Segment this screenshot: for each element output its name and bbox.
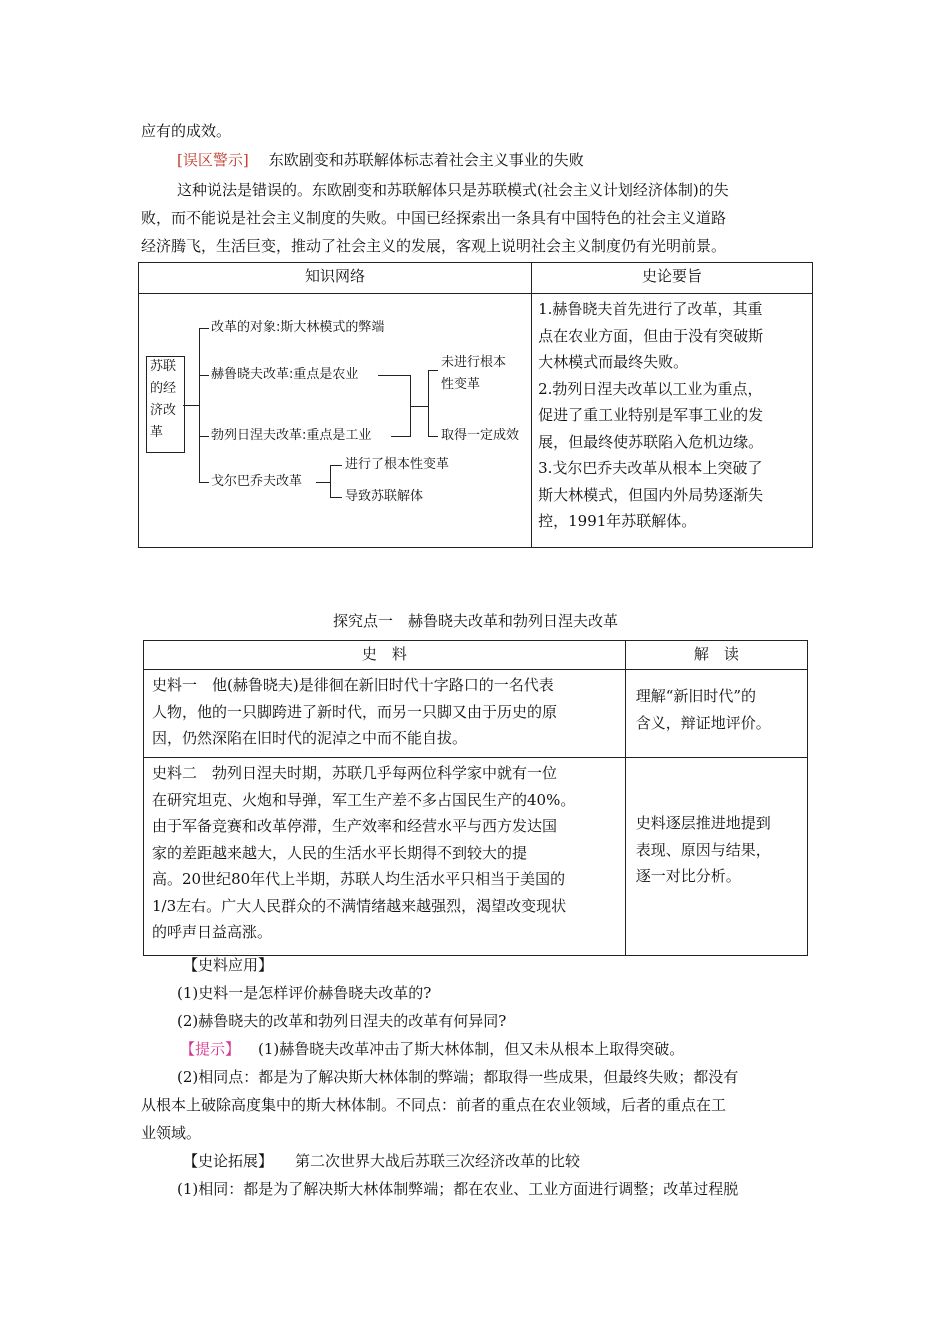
mindmap-root-label: 苏联	[150, 359, 177, 374]
answer-1: (1)赫鲁晓夫改革冲击了斯大林体制，但又未从根本上取得突破。	[258, 1040, 685, 1058]
summary-line: 促进了重工业特别是军事工业的发	[538, 406, 764, 424]
source-two-line: 史料二 勃列日涅夫时期，苏联几乎每两位科学家中就有一位	[152, 764, 558, 782]
question-2: (2)赫鲁晓夫的改革和勃列日涅夫的改革有何异同?	[177, 1012, 507, 1030]
summary-line: 大林模式而最终失败。	[538, 353, 689, 371]
source-one-line: 因，仍然深陷在旧时代的泥淖之中而不能自拔。	[152, 729, 468, 747]
summary-line: 控，1991年苏联解体。	[538, 512, 697, 530]
mindmap-leaf-no-fundamental: 未进行根本	[441, 355, 507, 370]
section-title: 探究点一 赫鲁晓夫改革和勃列日涅夫改革	[333, 612, 619, 630]
mindmap-connector	[330, 465, 331, 498]
mindmap-root-label: 济改	[150, 403, 177, 418]
source-two-line: 的呼声日益高涨。	[152, 923, 273, 941]
source-two-line: 1/3左右。广大人民群众的不满情绪越来越强烈，渴望改变现状	[152, 896, 567, 915]
knowledge-table	[138, 262, 813, 548]
mindmap-root-label: 革	[150, 425, 164, 440]
intro-paragraph-line: 经济腾飞，生活巨变，推动了社会主义的发展，客观上说明社会主义制度仍有光明前景。	[141, 237, 727, 255]
answer-2-line: (2)相同点：都是为了解决斯大林体制的弊端；都取得一些成果，但最终失败；都没有	[177, 1068, 739, 1086]
source-one-line: 人物，他的一只脚跨进了新时代，而另一只脚又由于历史的原	[152, 702, 558, 721]
source-one-line: 史料一 他(赫鲁晓夫)是徘徊在新旧时代十字路口的一名代表	[152, 676, 554, 694]
source-two-line: 家的差距越来越大，人民的生活水平长期得不到较大的提	[152, 843, 528, 862]
knowledge-table-header-right: 史论要旨	[532, 263, 813, 294]
source-one-interpretation	[625, 670, 807, 758]
mindmap-branch-brezhnev: 勃列日涅夫改革:重点是工业	[211, 428, 372, 443]
summary-line: 点在农业方面，但由于没有突破斯	[538, 326, 764, 345]
interpretation-line: 含义，辩证地评价。	[635, 713, 771, 732]
extension-line	[183, 1151, 580, 1171]
hint-line	[180, 1039, 684, 1059]
mindmap-connector	[378, 375, 410, 376]
intro-line-1: 应有的成效。	[141, 122, 232, 140]
mindmap-connector	[330, 497, 342, 498]
source-table	[143, 640, 808, 956]
extension-tag: 【史论拓展】	[183, 1152, 274, 1170]
mindmap-branch-target: 改革的对象:斯大林模式的弊端	[211, 320, 385, 335]
mindmap-connector	[199, 328, 200, 482]
answer-2-line: 业领域。	[141, 1124, 202, 1142]
mindmap-connector	[199, 482, 209, 483]
mindmap-leaf-fundamental-change: 进行了根本性变革	[345, 457, 450, 472]
summary-cell	[532, 294, 813, 548]
source-table-header-right: 解 读	[625, 641, 807, 670]
interpretation-line: 理解“新旧时代”的	[635, 687, 757, 705]
warning-line	[177, 150, 584, 170]
intro-paragraph-line: 这种说法是错误的。东欧剧变和苏联解体只是苏联模式(社会主义计划经济体制)的失	[177, 181, 729, 199]
summary-line: 3.戈尔巴乔夫改革从根本上突破了	[538, 459, 763, 477]
mindmap-connector	[410, 406, 428, 407]
interpretation-line: 表现、原因与结果，	[635, 840, 771, 859]
mindmap-connector	[199, 436, 209, 437]
summary-line: 1.赫鲁晓夫首先进行了改革，其重	[538, 300, 763, 318]
question-1: (1)史料一是怎样评价赫鲁晓夫改革的?	[177, 984, 432, 1002]
summary-line: 展，但最终使苏联陷入危机边缘。	[538, 432, 764, 451]
source-two-line: 高。20世纪80年代上半期，苏联人均生活水平只相当于美国的	[152, 870, 566, 888]
mindmap-branch-khrushchev: 赫鲁晓夫改革:重点是农业	[211, 367, 359, 382]
mindmap-connector	[330, 465, 342, 466]
mindmap-root-label: 的经	[150, 381, 177, 396]
source-two-interpretation	[625, 758, 807, 956]
mindmap-connector	[428, 436, 438, 437]
mindmap-leaf-some-results: 取得一定成效	[441, 428, 520, 443]
answer-2-line: 从根本上破除高度集中的斯大林体制。不同点：前者的重点在农业领域，后者的重点在工	[141, 1096, 727, 1114]
summary-line: 斯大林模式，但国内外局势逐渐失	[538, 485, 764, 504]
mindmap-connector	[199, 375, 209, 376]
mindmap-connector	[183, 405, 199, 406]
source-two-line: 在研究坦克、火炮和导弹，军工生产差不多占国民生产的40%。	[152, 790, 576, 809]
hint-tag: 【提示】	[180, 1040, 241, 1058]
source-table-header-left: 史 料	[144, 641, 626, 670]
source-two-cell	[144, 758, 626, 956]
mindmap-leaf-dissolution: 导致苏联解体	[345, 489, 424, 504]
interpretation-line: 逐一对比分析。	[635, 867, 741, 885]
source-one-cell	[144, 670, 626, 758]
warning-title: 东欧剧变和苏联解体标志着社会主义事业的失败	[268, 151, 584, 169]
mindmap-connector	[428, 370, 438, 371]
knowledge-table-header-left: 知识网络	[139, 263, 532, 294]
intro-paragraph-line: 败，而不能说是社会主义制度的失败。中国已经探索出一条具有中国特色的社会主义道路	[141, 209, 727, 227]
mindmap-branch-gorbachev: 戈尔巴乔夫改革	[211, 474, 303, 489]
extension-title: 第二次世界大战后苏联三次经济改革的比较	[295, 1152, 581, 1170]
mindmap-connector	[391, 436, 410, 437]
summary-line: 2.勃列日涅夫改革以工业为重点，	[538, 379, 763, 398]
mindmap-connector	[316, 482, 330, 483]
mindmap-connector	[428, 370, 429, 436]
source-two-line: 由于军备竞赛和改革停滞，生产效率和经营水平与西方发达国	[152, 817, 558, 835]
application-title: 【史料应用】	[183, 956, 274, 974]
extension-body-line: (1)相同：都是为了解决斯大林体制弊端；都在农业、工业方面进行调整；改革过程脱	[177, 1180, 739, 1198]
warning-tag: [误区警示]	[177, 151, 249, 169]
mindmap-connector	[199, 328, 209, 329]
mindmap-leaf-no-fundamental: 性变革	[441, 377, 481, 392]
interpretation-line: 史料逐层推进地提到	[635, 814, 771, 832]
